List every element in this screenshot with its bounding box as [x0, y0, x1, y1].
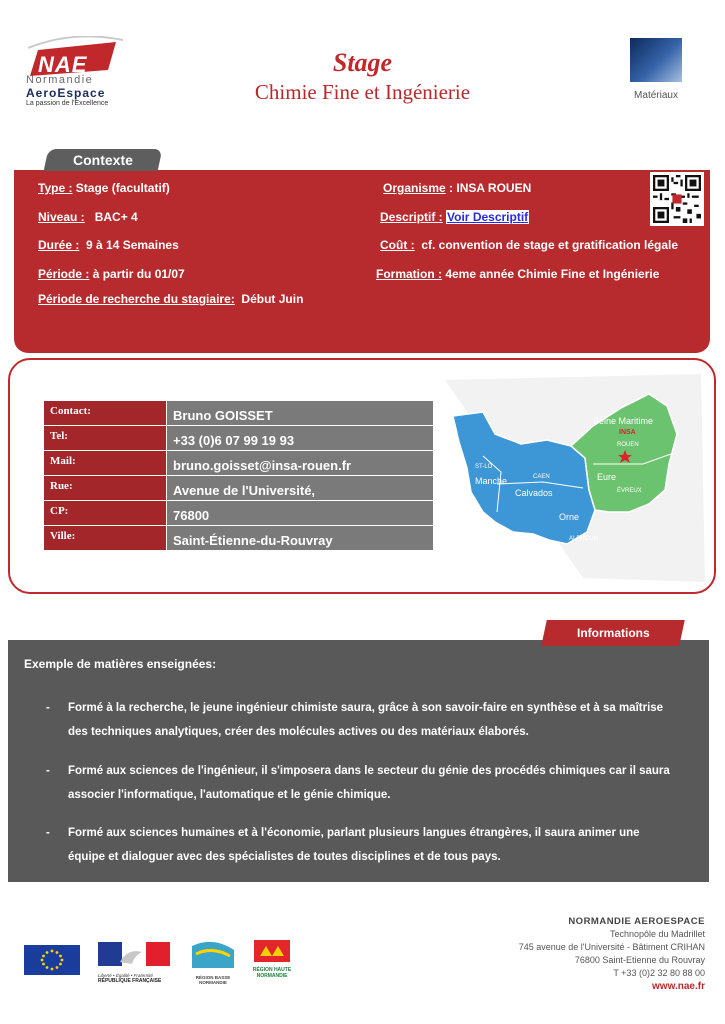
mail-label: Mail: — [44, 451, 167, 476]
table-row — [44, 476, 434, 501]
informations-tab — [541, 620, 685, 646]
map-region-label: Eure — [597, 472, 617, 482]
context-panel — [14, 170, 710, 353]
organisme-row — [383, 181, 531, 195]
recherche-value: Début Juin — [234, 292, 304, 306]
nae-tagline: La passion de l'Excellence — [26, 100, 109, 107]
recherche-row — [38, 292, 303, 306]
cp-label: CP: — [44, 501, 167, 526]
page-subtitle: Chimie Fine et Ingénierie — [254, 80, 471, 104]
periode-value: à partir du 01/07 — [89, 267, 185, 281]
bullet-dash: - — [46, 827, 50, 839]
nae-brand: NAE — [38, 52, 88, 77]
informations-tab-label: Informations — [576, 626, 650, 640]
cout-key: Coût : — [380, 238, 415, 252]
marianne-icon — [98, 942, 170, 966]
bullet-dash: - — [46, 702, 50, 714]
footer-line1: Technopôle du Madrillet — [609, 929, 705, 939]
region-haute-normandie-logo — [252, 940, 292, 984]
footer-line3: 76800 Saint-Etienne du Rouvray — [574, 955, 705, 965]
formation-row — [376, 267, 659, 281]
nae-line2: AeroEspace — [26, 86, 106, 100]
type-value: Stage (facultatif) — [72, 181, 170, 195]
ville-label: Ville: — [44, 526, 167, 551]
duree-key: Durée : — [38, 238, 80, 252]
rue-label: Rue: — [44, 476, 167, 501]
niveau-key: Niveau : — [38, 210, 85, 224]
rbn-label: RÉGION BASSE NORMANDIE — [195, 975, 231, 985]
eu-stars-icon — [24, 945, 80, 975]
republique-francaise-logo — [98, 942, 170, 982]
map-city-label: ALENÇON — [569, 536, 599, 542]
cout-row — [380, 238, 678, 252]
cout-value: cf. convention de stage et gratification légale — [414, 238, 679, 252]
list-item-line: associer l'informatique, l'automatique et le génie chimique. — [68, 789, 391, 801]
descriptif-row — [380, 210, 529, 224]
rf-name: RÉPUBLIQUE FRANÇAISE — [98, 978, 162, 984]
rhn-label: RÉGION HAUTE NORMANDIE — [252, 967, 292, 979]
table-row — [44, 426, 434, 451]
type-key: Type : — [38, 181, 73, 195]
footer-org: NORMANDIE AEROESPACE — [568, 916, 705, 927]
list-item-line: Formé aux sciences humaines et à l'économie, parlant plusieurs langues étrangères, il saura animer une — [68, 827, 640, 839]
map-region-label: Calvados — [515, 488, 553, 498]
niveau-row — [38, 210, 138, 224]
formation-value: 4eme année Chimie Fine et Ingénierie — [442, 267, 660, 281]
cp-value: 76800 — [167, 501, 434, 526]
descriptif-key: Descriptif : — [380, 210, 443, 224]
periode-key: Période : — [38, 267, 90, 281]
ville-value: Saint-Étienne-du-Rouvray — [167, 526, 434, 551]
list-item-line: des techniques analytiques, créer des molécules actives ou des matériaux élaborés. — [68, 726, 529, 738]
qr-code-icon — [653, 175, 701, 223]
mail-value[interactable]: bruno.goisset@insa-rouen.fr — [167, 451, 434, 476]
materials-label: Matériaux — [634, 90, 678, 101]
materials-badge — [622, 38, 690, 108]
map-marker-label: INSA — [619, 429, 636, 436]
descriptif-link[interactable]: Voir Descriptif — [447, 210, 529, 224]
niveau-value: BAC+ 4 — [84, 210, 138, 224]
contact-label: Contact: — [44, 401, 167, 426]
qr-code[interactable] — [650, 172, 704, 226]
map-city-label: ÉVREUX — [617, 488, 642, 494]
tel-label: Tel: — [44, 426, 167, 451]
page-title: Stage — [332, 48, 393, 77]
contact-name: Bruno GOISSET — [167, 401, 434, 426]
list-item — [46, 821, 686, 869]
table-row — [44, 401, 434, 426]
rue-value: Avenue de l'Université, — [167, 476, 434, 501]
footer-address — [519, 915, 705, 993]
bullet-dash: - — [46, 765, 50, 777]
duree-row — [38, 238, 179, 252]
rbn-emblem-icon — [190, 940, 236, 970]
formation-key: Formation : — [376, 267, 442, 281]
table-row — [44, 526, 434, 551]
footer-phone: T +33 (0)2 32 80 88 00 — [613, 968, 705, 978]
tel-value[interactable]: +33 (0)6 07 99 19 93 — [167, 426, 434, 451]
map-region-label: Seine Maritime — [593, 416, 654, 426]
map-city-label: ST-LÔ — [475, 464, 493, 470]
list-item-line: Formé à la recherche, le jeune ingénieur chimiste saura, grâce à son savoir-faire en synthèse et à sa maîtrise — [68, 702, 664, 714]
context-tab-label: Contexte — [73, 152, 133, 168]
list-item-line: équipe et dialoguer avec des spécialistes de toutes disciplines et de tous pays. — [68, 851, 501, 863]
type-row — [38, 181, 170, 195]
region-basse-normandie-logo — [190, 940, 236, 985]
periode-row — [38, 267, 185, 281]
rhn-emblem-icon — [252, 940, 292, 962]
rf-motto: Liberté • Égalité • Fraternité — [98, 973, 153, 978]
map-region-label: Manche — [475, 476, 508, 486]
list-item-line: Formé aux sciences de l'ingénieur, il s'imposera dans le secteur du génie des procédés chimiques car il saura — [68, 765, 670, 777]
list-item — [46, 759, 686, 807]
list-item — [46, 696, 686, 744]
table-row — [44, 501, 434, 526]
context-tab — [44, 149, 163, 171]
nae-line1: Normandie — [26, 74, 94, 86]
map-city-label: ROUEN — [617, 442, 639, 448]
map-city-label: CAEN — [533, 474, 550, 480]
map-region-label: Orne — [559, 512, 580, 522]
contact-table — [43, 400, 434, 551]
eu-flag-logo — [24, 945, 80, 975]
organisme-key: Organisme — [383, 181, 446, 195]
informations-heading: Exemple de matières enseignées: — [24, 657, 217, 671]
table-row — [44, 451, 434, 476]
footer-website[interactable]: www.nae.fr — [652, 981, 705, 992]
normandy-map — [443, 372, 705, 582]
recherche-key: Période de recherche du stagiaire: — [38, 292, 235, 306]
footer-line2: 745 avenue de l'Université - Bâtiment CRIHAN — [518, 942, 705, 952]
organisme-value: : INSA ROUEN — [445, 181, 532, 195]
duree-value: 9 à 14 Semaines — [79, 238, 179, 252]
materials-image — [630, 38, 682, 82]
